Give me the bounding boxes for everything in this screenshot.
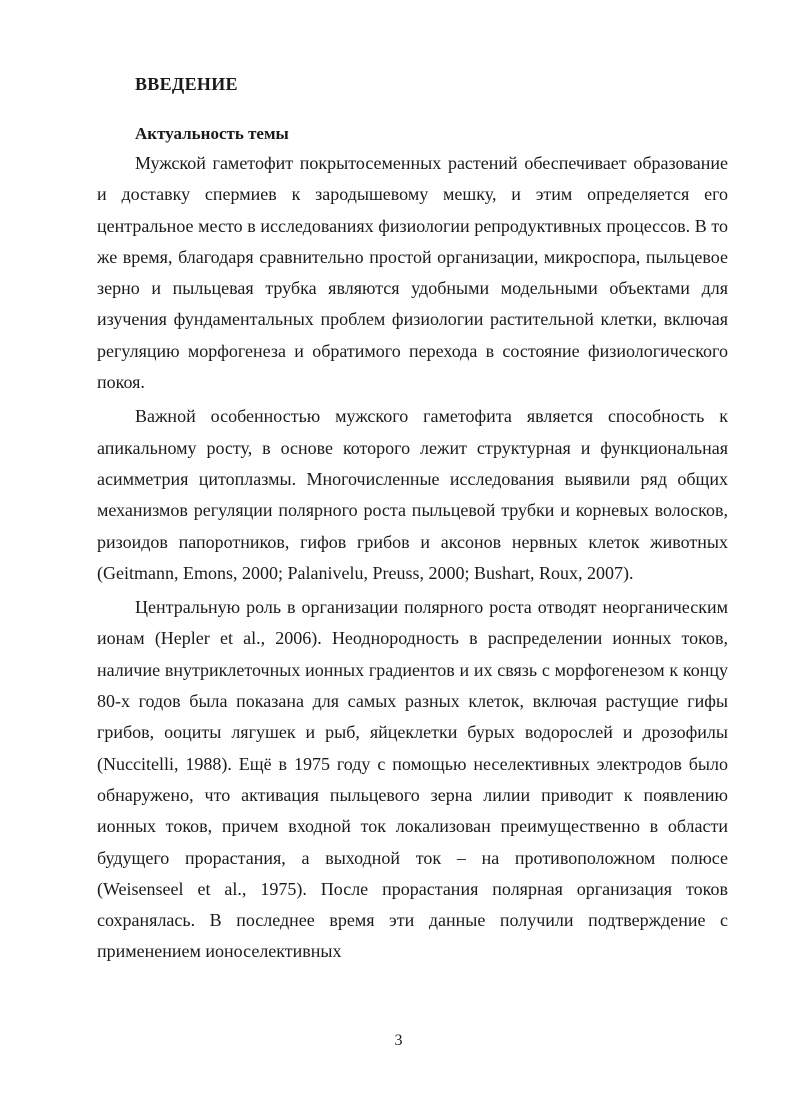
section-title: Актуальность темы: [135, 124, 289, 143]
page-number: 3: [394, 1032, 403, 1049]
chapter-title: ВВЕДЕНИЕ: [135, 74, 238, 94]
paragraph-2: Важной особенностью мужского гаметофита является способность к апикальному росту, в основе которого лежит структурная и функциональная асимметрия цитоплазмы. Многочисленные исследования выявили ряд общих механизмов регуляции полярного роста пыльцевой трубки и корневых волосков, ризоидов папоротников, гифов грибов и аксонов нервных клеток животных (Geitmann, Emons, 2000; Palanivelu, Preuss, 2000; Bushart, Roux, 2007).: [97, 406, 728, 583]
paragraph-3: Центральную роль в организации полярного роста отводят неорганическим ионам (Hepler et al., 2006). Неоднородность в распределении ионных токов, наличие внутриклеточных ионных градиентов и их связь с морфогенезом к концу 80-х годов была показана для самых разных клеток, включая растущие гифы грибов, ооциты лягушек и рыб, яйцеклетки бурых водорослей и дрозофилы (Nuccitelli, 1988). Ещё в 1975 году с помощью неселективных электродов было обнаружено, что активация пыльцевого зерна лилии приводит к появлению ионных токов, причем входной ток локализован преимущественно в области будущего прорастания, а выходной ток – на противоположном полюсе (Weisenseel et al., 1975). После прорастания полярная организация токов сохранялась. В последнее время эти данные получили подтверждение с применением ионоселективных: [97, 597, 728, 962]
paragraph-1: Мужской гаметофит покрытосеменных растений обеспечивает образование и доставку спермиев к зародышевому мешку, и этим определяется его центральное место в исследованиях физиологии репродуктивных процессов. В то же время, благодаря сравнительно простой организации, микроспора, пыльцевое зерно и пыльцевая трубка являются удобными модельными объектами для изучения фундаментальных проблем физиологии растительной клетки, включая регуляцию морфогенеза и обратимого перехода в состояние физиологического покоя.: [97, 153, 728, 393]
page-content: [97, 72, 728, 968]
